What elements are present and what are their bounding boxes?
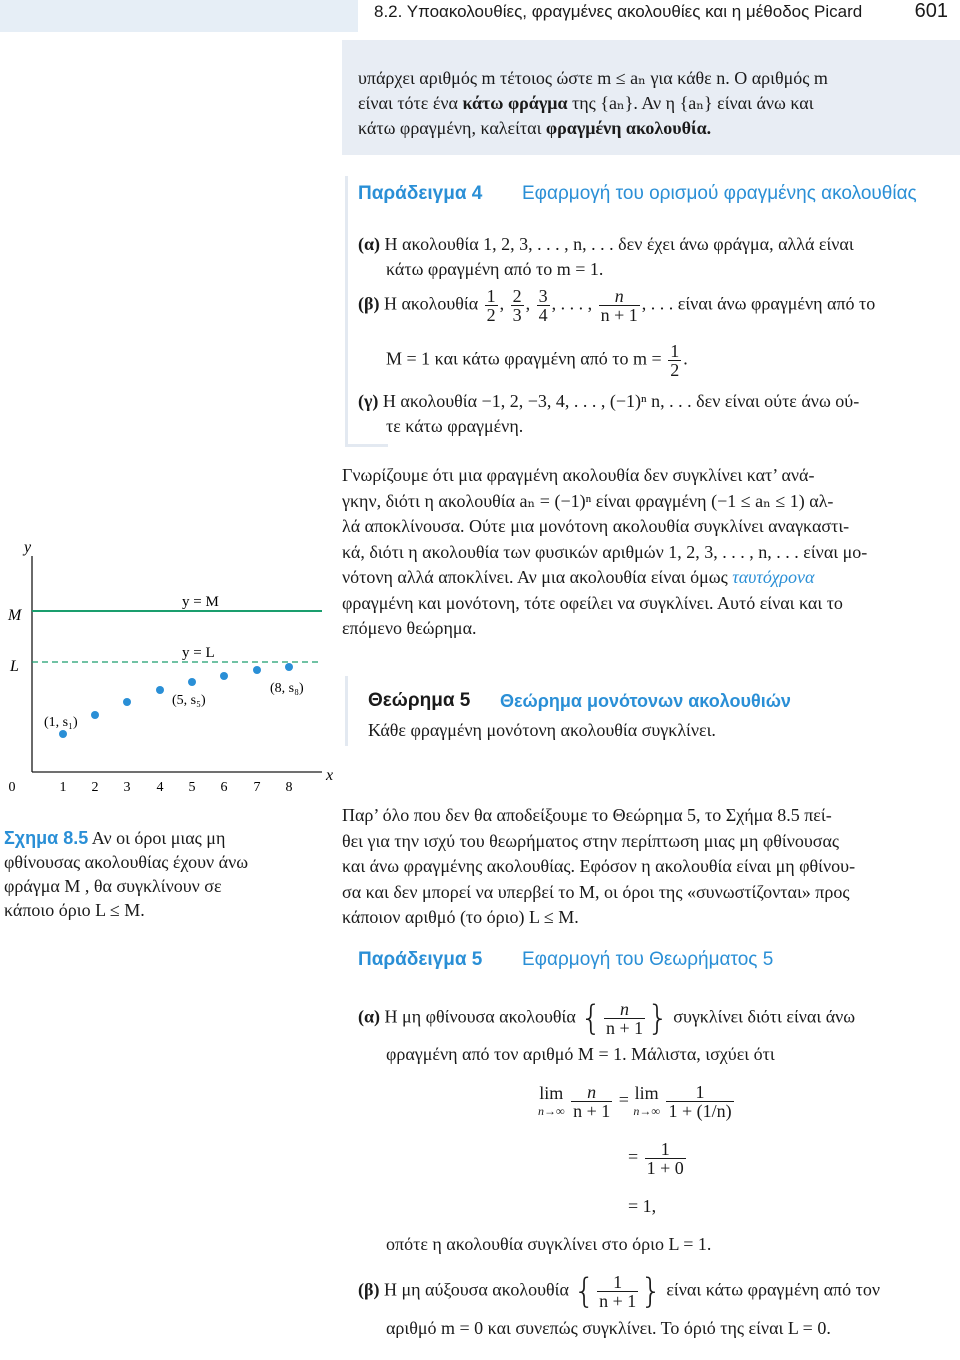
- L-label: L: [10, 658, 19, 675]
- tick-2: 2: [91, 780, 99, 795]
- point-2: [91, 711, 99, 719]
- x-ticks: [9, 780, 293, 795]
- example5-a: (α) Η μη φθίνουσα ακολουθία { $\frac{n}{n + 1}$ } συγκλίνει διότι είναι άνω: [358, 998, 856, 1039]
- point-5: [188, 678, 196, 686]
- caption-label: Σχημα 8.5: [4, 828, 89, 848]
- example5-heading: [358, 949, 482, 971]
- point-3: [123, 698, 131, 706]
- tick-7: 7: [253, 780, 261, 795]
- example5-b-line2: αριθμό m = 0 και συνεπώς συγκλίνει. Το όριό της είναι L = 0.: [386, 1318, 831, 1338]
- point-1-label: (1, s₁): [44, 715, 78, 730]
- example4-heading: [358, 183, 482, 205]
- limit-equation-step3: = 1,: [628, 1196, 657, 1216]
- tick-8: 8: [285, 780, 293, 795]
- tick-1: 1: [59, 780, 67, 795]
- figure-8-5: [0, 536, 340, 800]
- tick-4: 4: [156, 780, 164, 795]
- example5-b: (β) Η μη αύξουσα ακολουθία { $\frac{1}{n + 1}$ } είναι κάτω φραγμένη από τον: [358, 1271, 881, 1312]
- example4-b: (β) Η ακολουθία $\frac{1}{2}$ , $\frac{2}{3}$ , $\frac{3}{4}$ , . . . , $\frac{n}{n + 1}$ , . . . είναι άνω φραγμένη από το: [358, 286, 876, 325]
- paragraph-figure-discussion: Παρ’ όλο που δεν θα αποδείξουμε το Θεώρημα 5, το Σχήμα 8.5 πεί- θει για την ισχύ του θεωρήματος στην περίπτωση μιας μη φθίνουσας και άνω φραγμένης ακολουθίας. Εφόσον η ακολουθία είναι μη φθίνου- σα και δεν μπορεί να υπερβεί το M, οι όροι της «συνωστίζονται» προς κάποιον αριθμό (το όριο) L ≤ M.: [342, 805, 856, 927]
- limit-equation-step2: = $\frac{1}{1 + 0}$: [628, 1139, 684, 1178]
- point-5-label: (5, s₅): [172, 693, 206, 708]
- theorem5-title: Θεώρημα μονότονων ακολουθιών: [500, 691, 791, 711]
- definition-line-1: υπάρχει αριθμός m τέτοιος ώστε m ≤ aₙ για κάθε n. Ο αριθμός m: [358, 68, 828, 88]
- point-4: [156, 686, 164, 694]
- paragraph-monotone: Γνωρίζουμε ότι μια φραγμένη ακολουθία δεν συγκλίνει κατ’ ανά- γκην, διότι η ακολουθία aₙ = (−1)ⁿ είναι φραγμένη (−1 ≤ aₙ ≤ 1) αλ- λά αποκλίνουσα. Ούτε μια μονότονη ακολουθία συγκλίνει αναγκαστι- κά, διότι η ακολουθία των φυσικών αριθμών 1, 2, 3, . . . , n, . . . είναι μο- νότονη αλλά αποκλίνει. Αν μια ακολουθία είναι όμως ταυτόχρονα φραγμένη και μονότονη, τότε οφείλει να συγκλίνει. Αυτό είναι και το επόμενο θεώρημα.: [342, 465, 868, 638]
- header-color-strip: [0, 0, 358, 32]
- line-M-label: y = M: [182, 594, 219, 610]
- example4-a-line2: κάτω φραγμένη από το m = 1.: [386, 259, 604, 279]
- point-8: [285, 663, 293, 671]
- definition-line-3: κάτω φραγμένη, καλείται φραγμένη ακολουθία.: [358, 118, 712, 138]
- point-7: [253, 666, 261, 674]
- example5-title: Εφαρμογή του Θεωρήματος 5: [522, 949, 774, 970]
- example4-label: Παράδειγμα 4: [358, 183, 483, 204]
- definition-line-2: είναι τότε ένα κάτω φράγμα της {aₙ}. Αν η {aₙ} είναι άνω και: [358, 93, 814, 113]
- example5-a-line2: φραγμένη από τον αριθμό M = 1. Μάλιστα, ισχύει ότι: [386, 1044, 775, 1064]
- point-6: [220, 672, 228, 680]
- point-1: [59, 730, 67, 738]
- example4-c-line2: τε κάτω φραγμένη.: [386, 416, 524, 436]
- limit-equation: lim n→∞ $\frac{n}{n + 1}$ = lim n→∞ $\frac{1}{1 + (1/n)}$: [538, 1082, 732, 1121]
- example4-b-line2: M = 1 και κάτω φραγμένη από το m = $\frac{1}{2}$ .: [386, 341, 688, 380]
- x-axis-label: x: [326, 767, 334, 784]
- figure-caption: Σχημα 8.5 Αν οι όροι μιας μη φθίνουσας ακολουθίας έχουν άνω φράγμα M , θα συγκλίνουν σε κάποιο όριο L ≤ M.: [4, 828, 249, 920]
- tick-5: 5: [188, 780, 196, 795]
- point-8-label: (8, s₈): [270, 681, 304, 696]
- theorem5-label: Θεώρημα 5: [368, 690, 471, 711]
- section-title: 8.2. Υποακολουθίες, φραγμένες ακολουθίες και η μέθοδος Picard: [374, 2, 863, 21]
- example4-title: Εφαρμογή του ορισμού φραγμένης ακολουθίας: [522, 183, 917, 204]
- page-number: 601: [914, 0, 948, 22]
- example5-a-conclusion: οπότε η ακολουθία συγκλίνει στο όριο L = 1.: [386, 1234, 712, 1254]
- line-L-label: y = L: [182, 645, 215, 661]
- tick-6: 6: [220, 780, 228, 795]
- theorem5-statement: Κάθε φραγμένη μονότονη ακολουθία συγκλίνει.: [368, 720, 716, 740]
- tick-3: 3: [123, 780, 131, 795]
- y-axis-label: y: [24, 539, 32, 556]
- M-label: M: [8, 607, 22, 624]
- example4-a: (α) Η ακολουθία 1, 2, 3, . . . , n, . . . δεν έχει άνω φράγμα, αλλά είναι: [358, 234, 854, 254]
- theorem5-heading: [368, 690, 470, 712]
- example4-c: (γ) Η ακολουθία −1, 2, −3, 4, . . . , (−1)ⁿ n, . . . δεν είναι ούτε άνω ού-: [358, 391, 860, 411]
- page-header: [0, 0, 960, 34]
- example5-label: Παράδειγμα 5: [358, 949, 483, 970]
- tick-0: 0: [8, 780, 16, 795]
